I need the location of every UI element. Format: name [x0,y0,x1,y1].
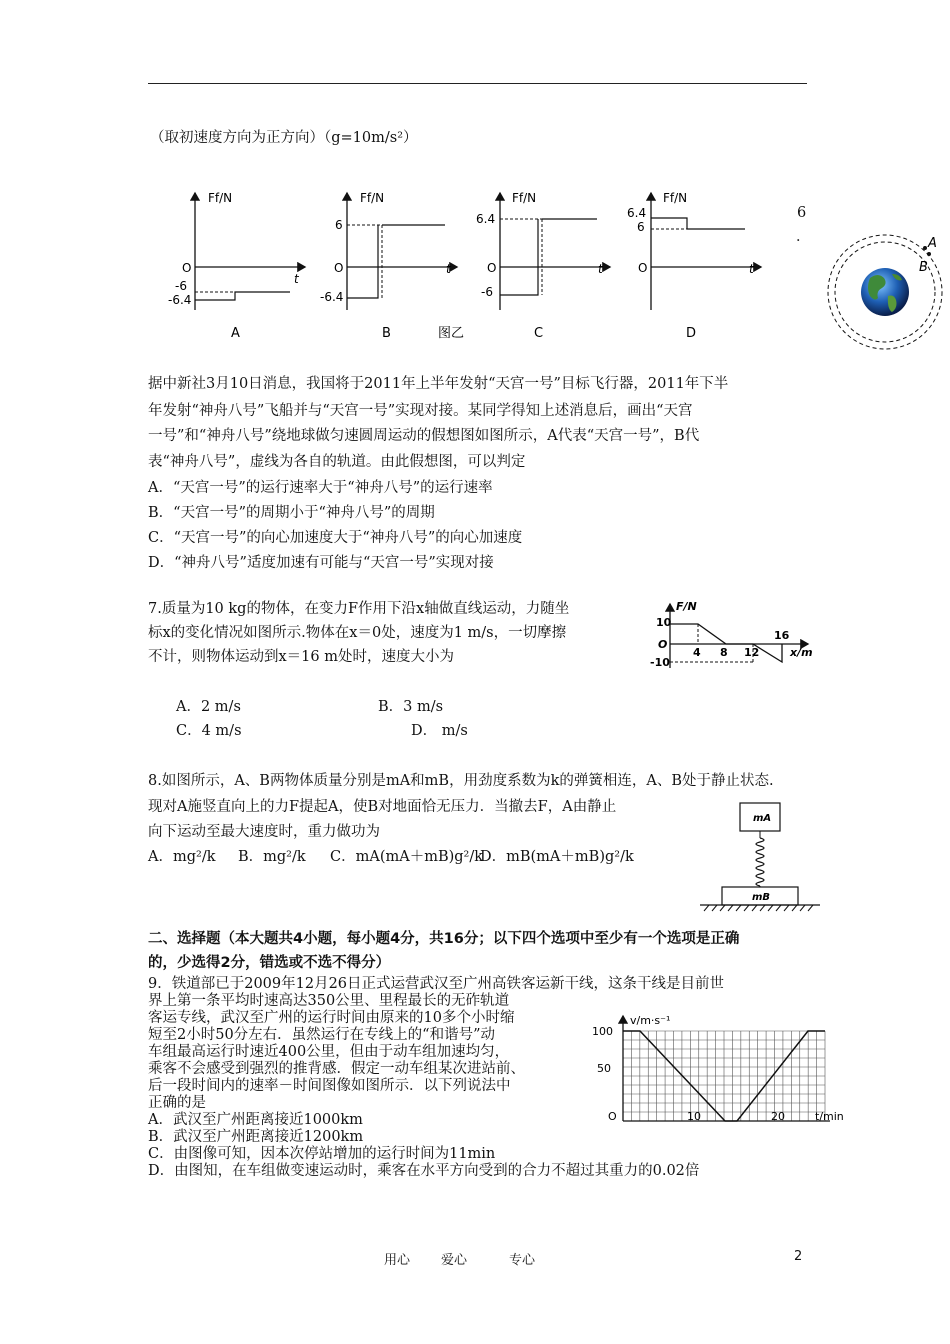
q9-xlabel: t/min [815,1110,844,1123]
q8-line-1: 8.如图所示，A、B两物体质量分别是mA和mB，用劲度系数为k的弹簧相连，A、B处于静止状态. [148,773,774,789]
q8-line-2: 现对A施竖直向上的力F提起A，使B对地面恰无压力．当撤去F，A由静止 [148,799,617,815]
q9-ytick-50: 50 [597,1062,611,1075]
footer-word-3: 专心 [509,1253,536,1268]
q7-xtick-8: 8 [720,646,728,659]
q9-ytick-100: 100 [592,1025,613,1038]
graph-a-letter: A [231,326,240,341]
q7-line-2: 标x的变化情况如图所示.物体在x＝0处，速度为1 m/s，一切摩擦 [148,625,567,641]
force-position-graph [648,596,818,676]
q9-line-5: 车组最高运行时速近400公里，但由于动车组加速均匀， [148,1044,510,1060]
q7-origin: O [658,638,668,651]
q7-ylabel: F/N [676,600,697,613]
graph-d-origin: O [638,261,648,275]
ground-hatch [704,905,813,911]
graph-d [627,191,761,341]
q7-xtick-4: 4 [693,646,701,659]
graph-c-ylabel: Ff/N [512,191,537,205]
graph-a [168,191,305,341]
graph-b-xlabel: t [446,262,451,276]
q8-option-c: C．mA(mA＋mB)g²/k [330,849,484,865]
question-number-6: 6 [797,205,807,221]
spring-blocks-figure [700,800,825,915]
header-note: （取初速度方向为正方向）（g=10m/s²） [150,130,418,146]
q9-line-1: 9．铁道部已于2009年12月26日正式运营武汉至广州高铁客运新干线，这条干线是目前世 [148,976,725,992]
q9-line-6: 乘客不会感受到强烈的推背感．假定一动车组某次进站前、 [148,1061,525,1077]
footer-word-2: 爱心 [441,1253,468,1268]
graph-a-ylabel: Ff/N [208,191,233,205]
earth-icon [861,268,909,316]
q6-line-1: 据中新社3月10日消息，我国将于2011年上半年发射“天宫一号”目标飞行器，2011年下半 [148,376,729,392]
graph-b-letter: B [382,326,391,341]
graph-d-tick2: 6 [637,220,645,234]
q7-ytick-neg10: -10 [650,656,670,669]
graph-b-tick2: -6.4 [320,290,344,304]
block-b-label: mB [752,892,771,903]
spring-icon [756,838,764,886]
velocity-time-graph [590,1012,855,1130]
graph-c [476,191,610,341]
graph-a-tick2: -6.4 [168,293,192,307]
q9-line-8: 正确的是 [148,1095,206,1111]
q9-xtick-10: 10 [687,1110,701,1123]
q9-line-3: 客运专线，武汉至广州的运行时间由原来的10多个小时缩 [148,1010,515,1026]
q7-option-c: C．4 m/s [176,723,242,739]
q8-option-a: A．mg²/k [148,849,216,865]
q7-option-d: D． m/s [411,723,468,739]
q6-line-3: 一号”和“神舟八号”绕地球做匀速圆周运动的假想图如图所示，A代表“天宫一号”，B代 [148,428,700,444]
graph-d-xlabel: t [749,262,754,276]
figure-caption: 图乙 [438,326,465,341]
graph-d-ylabel: Ff/N [663,191,688,205]
q6-line-2: 年发射“神舟八号”飞船并与“天宫一号”实现对接。某同学得知上述消息后，画出“天宫 [148,403,693,419]
friction-graphs-figure [160,185,810,355]
earth-orbit-figure [818,226,948,356]
q9-line-7: 后一段时间内的速率－时间图像如图所示．以下列说法中 [148,1078,511,1094]
q8-line-3: 向下运动至最大速度时，重力做功为 [148,824,380,840]
q6-option-d: D．“神舟八号”适度加速有可能与“天宫一号”实现对接 [148,555,494,571]
graph-c-origin: O [487,261,497,275]
question-number-6-dot: ． [796,229,811,245]
section-2-title-line-1: 二、选择题（本大题共4小题，每小题4分，共16分；以下四个选项中至少有一个选项是正确 [148,931,740,947]
q6-option-a: A．“天宫一号”的运行速率大于“神舟八号”的运行速率 [148,480,493,496]
q9-ylabel: v/m·s⁻¹ [630,1014,671,1027]
footer-word-1: 用心 [384,1253,411,1268]
graph-c-tick2: -6 [481,285,493,299]
graph-d-letter: D [686,326,697,341]
q7-option-b: B．3 m/s [378,699,444,715]
q9-xtick-20: 20 [771,1110,785,1123]
graph-c-tick1: 6.4 [476,212,496,226]
q9-option-d: D．由图知，在车组做变速运动时，乘客在水平方向受到的合力不超过其重力的0.02倍 [148,1163,700,1179]
graph-a-origin: O [182,261,192,275]
graph-d-tick1: 6.4 [627,206,647,220]
q9-option-c: C．由图像可知，因本次停站增加的运行时间为11min [148,1146,496,1162]
page-number: 2 [794,1249,803,1264]
graph-c-xlabel: t [598,262,603,276]
section-2-title-line-2: 的，少选得2分，错选或不选不得分） [148,955,391,971]
orbit-label-a: A [928,236,937,251]
q7-ytick-10: 10 [656,616,672,629]
q7-xtick-12: 12 [744,646,760,659]
q7-line-3: 不计，则物体运动到x＝16 m处时，速度大小为 [148,649,454,665]
header-rule [148,83,807,84]
q9-line-2: 界上第一条平均时速高达350公里、里程最长的无砟轨道 [148,993,510,1009]
graph-b-ylabel: Ff/N [360,191,385,205]
q6-line-4: 表“神舟八号”，虚线为各自的轨道。由此假想图，可以判定 [148,454,526,470]
q9-option-b: B．武汉至广州距离接近1200km [148,1129,364,1145]
graph-a-tick1: -6 [175,279,187,293]
orbit-label-b: B [919,260,928,275]
graph-a-xlabel: t [294,272,299,286]
q8-option-d: D．mB(mA＋mB)g²/k [480,849,634,865]
q6-option-c: C．“天宫一号”的向心加速度大于“神舟八号”的向心加速度 [148,530,523,546]
q8-option-b: B．mg²/k [238,849,306,865]
block-a-label: mA [753,813,772,824]
q7-xtick-16: 16 [774,629,790,642]
q7-xlabel: x/m [790,646,813,659]
q9-option-a: A．武汉至广州距离接近1000km [148,1112,363,1128]
graph-b-tick1: 6 [335,218,343,232]
q6-option-b: B．“天宫一号”的周期小于“神舟八号”的周期 [148,505,435,521]
graph-b [320,191,457,341]
q7-line-1: 7.质量为10 kg的物体，在变力F作用下沿x轴做直线运动，力随坐 [148,601,570,617]
q9-origin: O [608,1110,617,1123]
graph-b-origin: O [334,261,344,275]
q9-line-4: 短至2小时50分左右．虽然运行在专线上的“和谐号”动 [148,1027,495,1043]
q7-option-a: A．2 m/s [176,699,241,715]
graph-c-letter: C [534,326,544,341]
